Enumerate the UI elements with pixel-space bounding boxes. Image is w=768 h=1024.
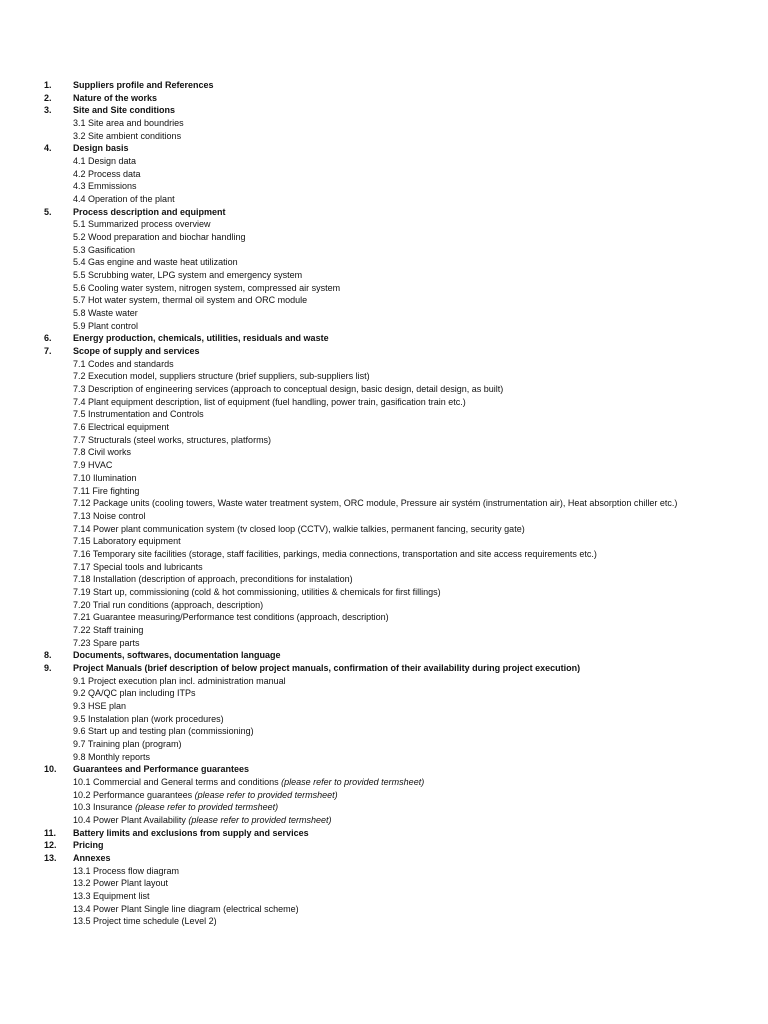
subsection-entry [73,472,137,485]
subsection-title: 7.22 Staff training [73,624,144,635]
subsection-title: 13.3 Equipment list [73,891,150,901]
subsection-row [0,776,768,789]
subsection-title: 5.7 Hot water system, thermal oil system and ORC module [73,295,308,306]
subsection-row [0,396,768,409]
subsection-row [0,472,768,485]
subsection-entry [73,903,299,916]
section-title: Design basis [73,143,129,154]
subsection-row [0,294,768,307]
subsection-title: 5.5 Scrubbing water, LPG system and emergency system [73,270,303,281]
section-title: Energy production, chemicals, utilities, residuals and waste [73,333,329,344]
subsection-entry [73,408,204,421]
subsection-entry [73,396,466,409]
subsection-row [0,231,768,244]
subsection-entry [73,687,196,700]
section-heading-row [0,79,768,92]
section-heading-row [0,662,768,675]
subsection-row [0,510,768,523]
subsection-entry [73,535,181,548]
subsection-row [0,535,768,548]
section-title: Project Manuals (brief description of below project manuals, confirmation of their availability during project execution) [73,662,581,673]
section-heading-row [0,649,768,662]
section-title: Scope of supply and services [73,346,200,357]
subsection-title: 5.6 Cooling water system, nitrogen system, compressed air system [73,282,341,293]
subsection-entry [73,421,169,434]
subsection-title: 5.3 Gasification [73,244,136,255]
section-title: Battery limits and exclusions from supply and services [73,827,309,838]
subsection-row [0,421,768,434]
subsection-row [0,193,768,206]
subsection-row [0,523,768,536]
subsection-row [0,801,768,814]
subsection-entry [73,548,597,561]
subsection-entry [73,218,211,231]
subsection-entry [73,865,179,878]
subsection-entry [73,890,150,903]
table-of-contents [0,79,768,928]
subsection-entry [73,725,254,738]
subsection-row [0,599,768,612]
subsection-entry [73,485,139,498]
subsection-row [0,877,768,890]
subsection-title: 10.3 Insurance [73,802,133,813]
subsection-title: 3.1 Site area and boundries [73,118,184,129]
subsection-title: 7.16 Temporary site facilities (storage, staff facilities, parkings, media connections, transportation and site access requirements etc.) [73,548,597,559]
subsection-title: 5.2 Wood preparation and biochar handling [73,232,246,243]
section-number: 5. [44,206,52,217]
subsection-title: 7.13 Noise control [73,510,146,521]
subsection-title: 4.3 Emmissions [73,181,137,192]
subsection-entry [73,155,136,168]
section-number: 8. [44,650,52,661]
subsection-row [0,434,768,447]
subsection-title: 7.23 Spare parts [73,637,140,648]
subsection-entry [73,573,353,586]
subsection-row [0,320,768,333]
subsection-row [0,586,768,599]
subsection-row [0,789,768,802]
section-title: Suppliers profile and References [73,80,214,90]
subsection-title: 7.5 Instrumentation and Controls [73,409,204,420]
subsection-row [0,408,768,421]
subsection-row [0,700,768,713]
section-heading-row [0,345,768,358]
subsection-entry [73,117,184,130]
subsection-row [0,269,768,282]
subsection-title: 5.1 Summarized process overview [73,219,211,230]
section-number: 13. [44,852,57,863]
section-heading-row [0,332,768,345]
subsection-entry [73,180,137,193]
subsection-entry [73,282,340,295]
subsection-row [0,611,768,624]
subsection-title: 10.1 Commercial and General terms and conditions [73,776,279,787]
subsection-title: 4.1 Design data [73,156,137,167]
subsection-title: 7.10 Ilumination [73,472,137,483]
section-number: 12. [44,840,57,851]
subsection-entry [73,370,370,383]
subsection-row [0,218,768,231]
section-heading-row [0,104,768,117]
subsection-entry [73,776,424,789]
subsection-row [0,459,768,472]
section-number: 3. [44,105,52,116]
subsection-title: 13.5 Project time schedule (Level 2) [73,916,217,927]
subsection-row [0,675,768,688]
subsection-row [0,561,768,574]
subsection-title: 7.6 Electrical equipment [73,422,170,433]
subsection-entry [73,383,503,396]
section-number: 2. [44,92,52,103]
subsection-title: 7.3 Description of engineering services (approach to conceptual design, basic design, detail design, as built) [73,384,504,395]
subsection-entry [73,307,138,320]
subsection-title: 7.7 Structurals (steel works, structures, platforms) [73,434,272,445]
subsection-note: (please refer to provided termsheet) [194,789,338,800]
subsection-row [0,637,768,650]
subsection-row [0,180,768,193]
subsection-title: 10.4 Power Plant Availability [73,814,186,825]
section-title: Annexes [73,852,111,863]
section-number: 10. [44,764,57,775]
subsection-row [0,624,768,637]
subsection-row [0,446,768,459]
subsection-entry [73,168,141,181]
subsection-title: 5.9 Plant control [73,320,139,331]
subsection-entry [73,561,203,574]
section-title: Documents, softwares, documentation language [73,650,281,661]
subsection-entry [73,586,441,599]
section-number: 4. [44,143,52,154]
section-heading-row [0,839,768,852]
subsection-entry [73,320,138,333]
subsection-title: 7.8 Civil works [73,447,132,458]
subsection-title: 4.4 Operation of the plant [73,194,175,205]
subsection-row [0,383,768,396]
subsection-row [0,130,768,143]
section-heading-row [0,142,768,155]
subsection-title: 9.1 Project execution plan incl. administration manual [73,675,286,686]
subsection-entry [73,611,389,624]
subsection-entry [73,915,217,928]
subsection-title: 9.6 Start up and testing plan (commissioning) [73,726,254,737]
subsection-entry [73,814,332,827]
subsection-title: 7.9 HVAC [73,460,113,471]
subsection-row [0,307,768,320]
subsection-row [0,485,768,498]
subsection-entry [73,193,175,206]
subsection-entry [73,269,302,282]
subsection-title: 7.18 Installation (description of approach, preconditions for instalation) [73,574,353,585]
subsection-title: 7.2 Execution model, suppliers structure (brief suppliers, sub-suppliers list) [73,371,370,382]
subsection-entry [73,624,143,637]
subsection-title: 7.1 Codes and standards [73,358,174,369]
subsection-entry [73,459,112,472]
subsection-note: (please refer to provided termsheet) [188,814,332,825]
subsection-title: 10.2 Performance guarantees [73,789,193,800]
subsection-title: 9.3 HSE plan [73,700,127,711]
section-number: 1. [44,80,52,90]
subsection-title: 4.2 Process data [73,168,141,179]
subsection-row [0,903,768,916]
subsection-entry [73,130,181,143]
subsection-entry [73,434,271,447]
subsection-entry [73,751,150,764]
subsection-row [0,370,768,383]
subsection-title: 9.7 Training plan (program) [73,738,182,749]
section-heading-row [0,827,768,840]
subsection-title: 7.19 Start up, commissioning (cold & hot commissioning, utilities & chemicals for first fillings) [73,586,441,597]
section-title: Nature of the works [73,92,158,103]
section-heading-row [0,763,768,776]
subsection-entry [73,256,238,269]
subsection-title: 7.15 Laboratory equipment [73,536,181,547]
subsection-title: 13.4 Power Plant Single line diagram (electrical scheme) [73,903,299,914]
section-number: 9. [44,662,52,673]
subsection-title: 13.1 Process flow diagram [73,865,180,876]
section-title: Guarantees and Performance guarantees [73,764,250,775]
subsection-entry [73,637,140,650]
subsection-entry [73,231,245,244]
subsection-title: 7.4 Plant equipment description, list of equipment (fuel handling, power train, gasification train etc.) [73,396,466,407]
subsection-entry [73,599,263,612]
section-heading-row [0,206,768,219]
subsection-row [0,890,768,903]
section-title: Pricing [73,840,104,851]
subsection-title: 9.2 QA/QC plan including ITPs [73,688,196,699]
subsection-entry [73,789,338,802]
section-title: Site and Site conditions [73,105,176,116]
subsection-title: 7.21 Guarantee measuring/Performance test conditions (approach, description) [73,612,389,623]
subsection-title: 7.14 Power plant communication system (tv closed loop (CCTV), walkie talkies, permanent fancing, security gate) [73,523,525,534]
subsection-row [0,915,768,928]
subsection-title: 7.20 Trial run conditions (approach, description) [73,599,264,610]
subsection-entry [73,244,135,257]
subsection-row [0,865,768,878]
subsection-row [0,573,768,586]
subsection-row [0,725,768,738]
subsection-entry [73,446,131,459]
section-number: 11. [44,827,57,838]
subsection-entry [73,877,168,890]
subsection-title: 7.12 Package units (cooling towers, Waste water treatment system, ORC module, Pressure air systém (instrumentation air), Heat absorption chiller etc.) [73,498,678,509]
subsection-row [0,497,768,510]
section-heading-row [0,852,768,865]
subsection-title: 3.2 Site ambient conditions [73,130,182,141]
subsection-title: 5.4 Gas engine and waste heat utilization [73,257,238,268]
subsection-row [0,751,768,764]
subsection-entry [73,510,146,523]
subsection-entry [73,358,174,371]
subsection-entry [73,700,126,713]
subsection-title: 7.11 Fire fighting [73,485,140,496]
subsection-title: 13.2 Power Plant layout [73,878,169,889]
subsection-row [0,256,768,269]
section-number: 7. [44,346,52,357]
subsection-row [0,117,768,130]
subsection-title: 5.8 Waste water [73,308,138,319]
subsection-row [0,814,768,827]
subsection-row [0,282,768,295]
subsection-row [0,713,768,726]
subsection-entry [73,523,525,536]
subsection-entry [73,738,182,751]
subsection-entry [73,497,677,510]
section-number: 6. [44,333,52,344]
subsection-note: (please refer to provided termsheet) [281,776,425,787]
subsection-title: 9.5 Instalation plan (work procedures) [73,713,224,724]
subsection-row [0,358,768,371]
subsection-row [0,738,768,751]
section-title: Process description and equipment [73,206,226,217]
subsection-title: 7.17 Special tools and lubricants [73,561,203,572]
subsection-row [0,687,768,700]
subsection-row [0,244,768,257]
subsection-entry [73,294,307,307]
section-heading-row [0,92,768,105]
subsection-title: 9.8 Monthly reports [73,751,151,762]
subsection-row [0,168,768,181]
subsection-row [0,155,768,168]
subsection-entry [73,675,286,688]
subsection-note: (please refer to provided termsheet) [135,802,279,813]
subsection-row [0,548,768,561]
subsection-entry [73,713,224,726]
subsection-entry [73,801,278,814]
